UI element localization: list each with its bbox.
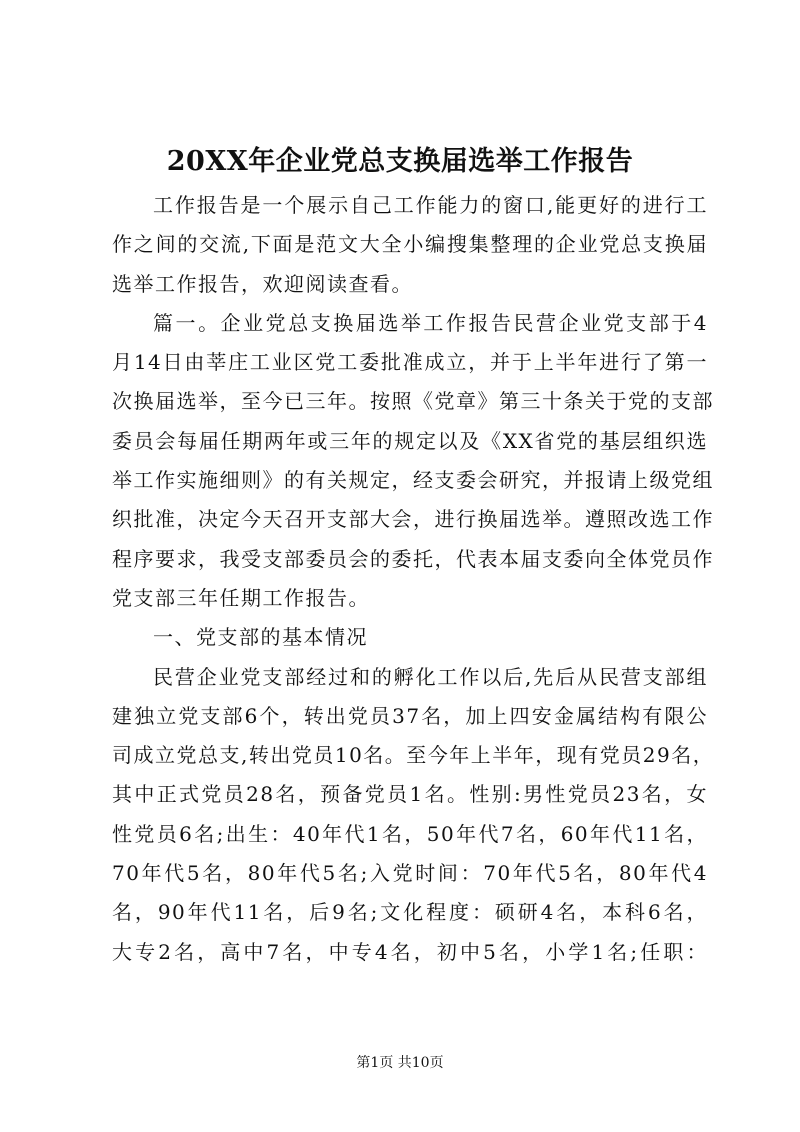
paragraph-line: 性党员6名;出生：40年代1名，50年代7名，60年代11名， [112,821,708,846]
paragraph-line: 选举工作报告，欢迎阅读查看。 [112,271,413,296]
paragraph-line: 司成立党总支,转出党员10名。至今年上半年，现有党员29名， [112,743,715,768]
document-body [112,186,715,972]
page-footer: 第1页 共10页 [356,1055,444,1071]
paragraph-line: 建独立党支部6个，转出党员37名，加上四安金属结构有限公 [112,703,708,728]
paragraph-line: 程序要求，我受支部委员会的委托，代表本届支委向全体党员作 [112,546,714,571]
paragraph-line: 织批准，决定今天召开支部大会，进行换届选举。遵照改选工作 [112,507,714,532]
paragraph-line: 委员会每届任期两年或三年的规定以及《XX省党的基层组织选 [112,428,708,453]
paragraph-line: 名，90年代11名，后9名;文化程度：硕研4名，本科6名， [112,900,708,925]
document-title: 20XX年企业党总支换届选举工作报告 [166,146,634,177]
paragraph-line: 次换届选举，至今已三年。按照《党章》第三十条关于党的支部 [112,389,714,414]
paragraph-line: 大专2名，高中7名，中专4名，初中5名，小学1名;任职： [112,939,708,964]
paragraph-line: 70年代5名，80年代5名;入党时间：70年代5名，80年代4 [112,861,708,886]
paragraph-line: 党支部三年任期工作报告。 [112,585,370,610]
paragraph-line: 作之间的交流,下面是范文大全小编搜集整理的企业党总支换届 [112,232,708,257]
paragraph-line: 月14日由莘庄工业区党工委批准成立，并于上半年进行了第一 [112,350,708,375]
paragraph-line: 篇一。企业党总支换届选举工作报告民营企业党支部于4 [153,310,708,335]
paragraph-line: 工作报告是一个展示自己工作能力的窗口,能更好的进行工 [153,193,708,217]
paragraph-line: 举工作实施细则》的有关规定，经支委会研究，并报请上级党组 [112,468,714,493]
paragraph-line: 民营企业党支部经过和的孵化工作以后,先后从民营支部组 [153,664,708,689]
section-heading: 一、党支部的基本情况 [153,625,368,650]
paragraph-line: 其中正式党员28名，预备党员1名。性别:男性党员23名，女 [112,782,708,807]
